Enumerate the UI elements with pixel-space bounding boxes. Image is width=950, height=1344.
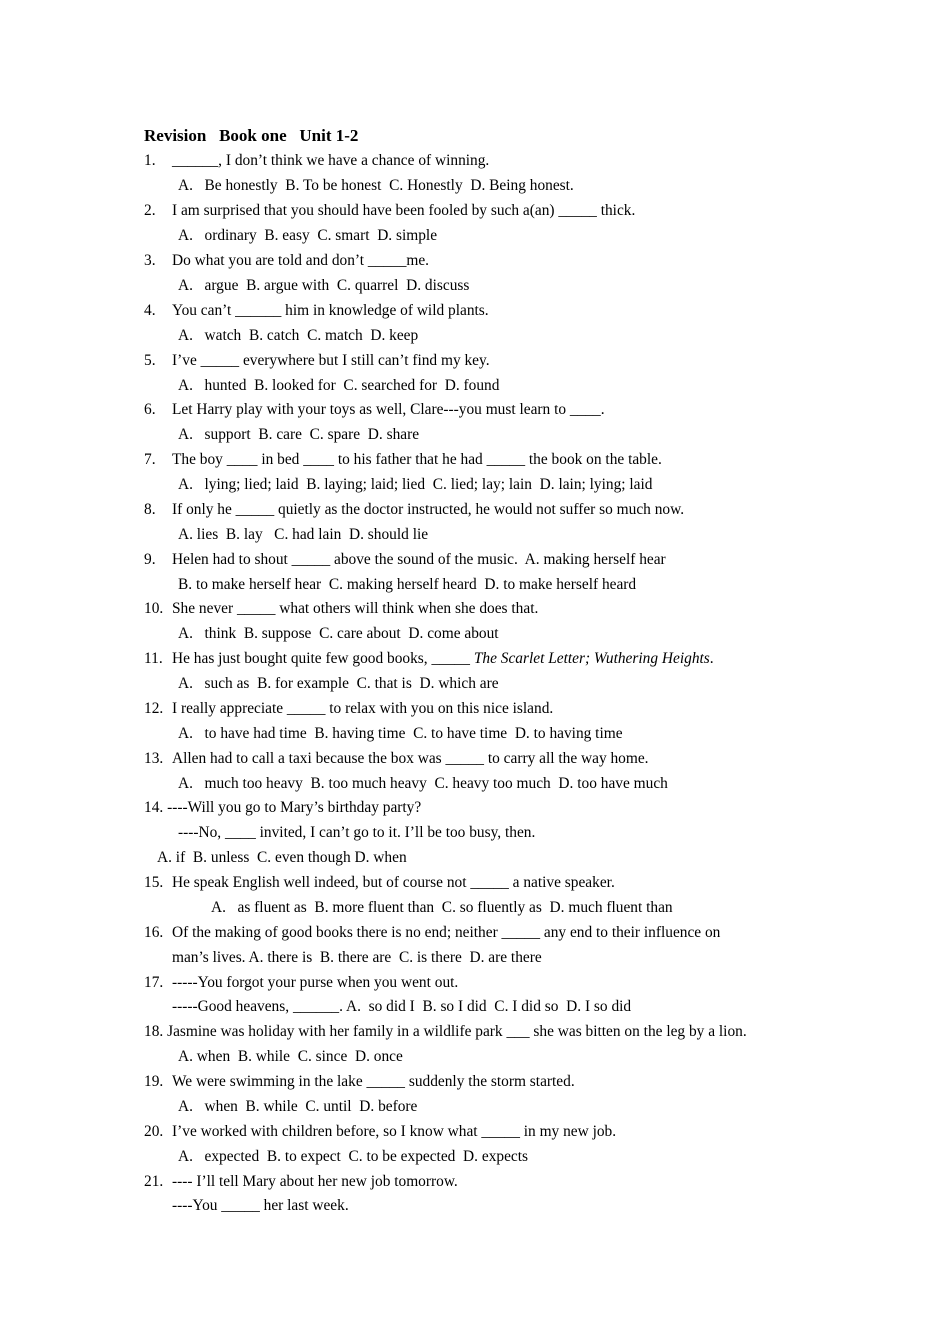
question-17 bbox=[144, 972, 458, 994]
question-7 bbox=[144, 449, 662, 471]
question-text: The boy ____ in bed ____ to his father that he had _____ the book on the table. bbox=[172, 451, 662, 468]
question-15-options: A. as fluent as B. more fluent than C. so fluently as D. much fluent than bbox=[211, 899, 673, 916]
question-number: 3. bbox=[144, 252, 156, 269]
question-text: Allen had to call a taxi because the box was _____ to carry all the way home. bbox=[172, 750, 649, 767]
page-title: Revision Book one Unit 1-2 bbox=[144, 126, 359, 145]
question-text: She never _____ what others will think when she does that. bbox=[172, 600, 539, 617]
question-8-options: A. lies B. lay C. had lain D. should lie bbox=[178, 526, 429, 543]
question-4-options: A. watch B. catch C. match D. keep bbox=[178, 327, 419, 344]
question-end: . bbox=[709, 650, 714, 667]
question-15 bbox=[144, 872, 615, 894]
book-titles: The Scarlet Letter; Wuthering Heights bbox=[473, 650, 710, 667]
question-number: 17. bbox=[144, 974, 164, 991]
question-text: He speak English well indeed, but of course not _____ a native speaker. bbox=[172, 874, 615, 891]
question-text: If only he _____ quietly as the doctor instructed, he would not suffer so much now. bbox=[172, 501, 685, 518]
question-number: 16. bbox=[144, 924, 164, 941]
question-text: I’ve _____ everywhere but I still can’t find my key. bbox=[172, 352, 490, 369]
question-20 bbox=[144, 1121, 616, 1143]
question-10-options: A. think B. suppose C. care about D. come about bbox=[178, 625, 499, 642]
question-3-options: A. argue B. argue with C. quarrel D. discuss bbox=[178, 277, 470, 294]
question-1 bbox=[144, 150, 489, 172]
question-text: I’ve worked with children before, so I know what _____ in my new job. bbox=[172, 1123, 617, 1140]
question-text: We were swimming in the lake _____ suddenly the storm started. bbox=[172, 1073, 575, 1090]
question-11 bbox=[144, 648, 714, 670]
question-6-options: A. support B. care C. spare D. share bbox=[178, 426, 420, 443]
question-text: ---- I’ll tell Mary about her new job tomorrow. bbox=[172, 1173, 458, 1190]
question-14: 14. ----Will you go to Mary’s birthday party? bbox=[144, 799, 422, 816]
question-18-options: A. when B. while C. since D. once bbox=[178, 1048, 403, 1065]
question-6 bbox=[144, 399, 605, 421]
question-12 bbox=[144, 698, 553, 720]
question-21-reply: ----You _____ her last week. bbox=[172, 1197, 349, 1214]
question-5-options: A. hunted B. looked for C. searched for D. found bbox=[178, 377, 500, 394]
question-4 bbox=[144, 300, 489, 322]
question-10 bbox=[144, 598, 538, 620]
question-7-options: A. lying; lied; laid B. laying; laid; lied C. lied; lay; lain D. lain; lying; laid bbox=[178, 476, 653, 493]
question-9-options: B. to make herself hear C. making herself heard D. to make herself heard bbox=[178, 576, 637, 593]
question-16 bbox=[144, 922, 720, 944]
question-text: I really appreciate _____ to relax with you on this nice island. bbox=[172, 700, 554, 717]
question-text: Let Harry play with your toys as well, Clare---you must learn to ____. bbox=[172, 401, 605, 418]
question-5 bbox=[144, 350, 490, 372]
question-19 bbox=[144, 1071, 575, 1093]
question-text: I am surprised that you should have been fooled by such a(an) _____ thick. bbox=[172, 202, 636, 219]
question-number: 9. bbox=[144, 551, 156, 568]
question-17-reply: -----Good heavens, ______. A. so did I B. so I did C. I did so D. I so did bbox=[172, 998, 632, 1015]
question-number: 20. bbox=[144, 1123, 164, 1140]
question-number: 19. bbox=[144, 1073, 164, 1090]
question-20-options: A. expected B. to expect C. to be expected D. expects bbox=[178, 1148, 529, 1165]
question-14-reply: ----No, ____ invited, I can’t go to it. I’ll be too busy, then. bbox=[178, 824, 536, 841]
question-number: 12. bbox=[144, 700, 164, 717]
question-number: 2. bbox=[144, 202, 156, 219]
question-2 bbox=[144, 200, 635, 222]
question-21 bbox=[144, 1171, 458, 1193]
question-18: 18. Jasmine was holiday with her family in a wildlife park ___ she was bitten on the leg by a lion. bbox=[144, 1023, 747, 1040]
question-number: 10. bbox=[144, 600, 164, 617]
question-number: 21. bbox=[144, 1173, 164, 1190]
question-9 bbox=[144, 549, 666, 571]
question-text: You can’t ______ him in knowledge of wild plants. bbox=[172, 302, 489, 319]
question-14-options: A. if B. unless C. even though D. when bbox=[157, 849, 407, 866]
question-number: 5. bbox=[144, 352, 156, 369]
question-12-options: A. to have had time B. having time C. to have time D. to having time bbox=[178, 725, 623, 742]
question-text: -----You forgot your purse when you went out. bbox=[172, 974, 459, 991]
question-number: 6. bbox=[144, 401, 156, 418]
question-11-options: A. such as B. for example C. that is D. which are bbox=[178, 675, 499, 692]
question-text: Helen had to shout _____ above the sound of the music. A. making herself hear bbox=[172, 551, 666, 568]
question-16-continuation: man’s lives. A. there is B. there are C. is there D. are there bbox=[172, 949, 542, 966]
question-number: 13. bbox=[144, 750, 164, 767]
question-text: ______, I don’t think we have a chance of winning. bbox=[172, 152, 490, 169]
question-text: He has just bought quite few good books, _____ bbox=[172, 650, 474, 667]
question-13 bbox=[144, 748, 649, 770]
question-number: 4. bbox=[144, 302, 156, 319]
question-2-options: A. ordinary B. easy C. smart D. simple bbox=[178, 227, 438, 244]
question-1-options: A. Be honestly B. To be honest C. Honestly D. Being honest. bbox=[178, 177, 574, 194]
question-number: 15. bbox=[144, 874, 164, 891]
question-8 bbox=[144, 499, 684, 521]
question-13-options: A. much too heavy B. too much heavy C. heavy too much D. too have much bbox=[178, 775, 668, 792]
question-text: Do what you are told and don’t _____me. bbox=[172, 252, 430, 269]
question-text: Of the making of good books there is no end; neither _____ any end to their influence on bbox=[172, 924, 721, 941]
question-number: 1. bbox=[144, 152, 156, 169]
question-number: 11. bbox=[144, 650, 163, 667]
question-3 bbox=[144, 250, 429, 272]
question-19-options: A. when B. while C. until D. before bbox=[178, 1098, 418, 1115]
question-number: 8. bbox=[144, 501, 156, 518]
question-number: 7. bbox=[144, 451, 156, 468]
